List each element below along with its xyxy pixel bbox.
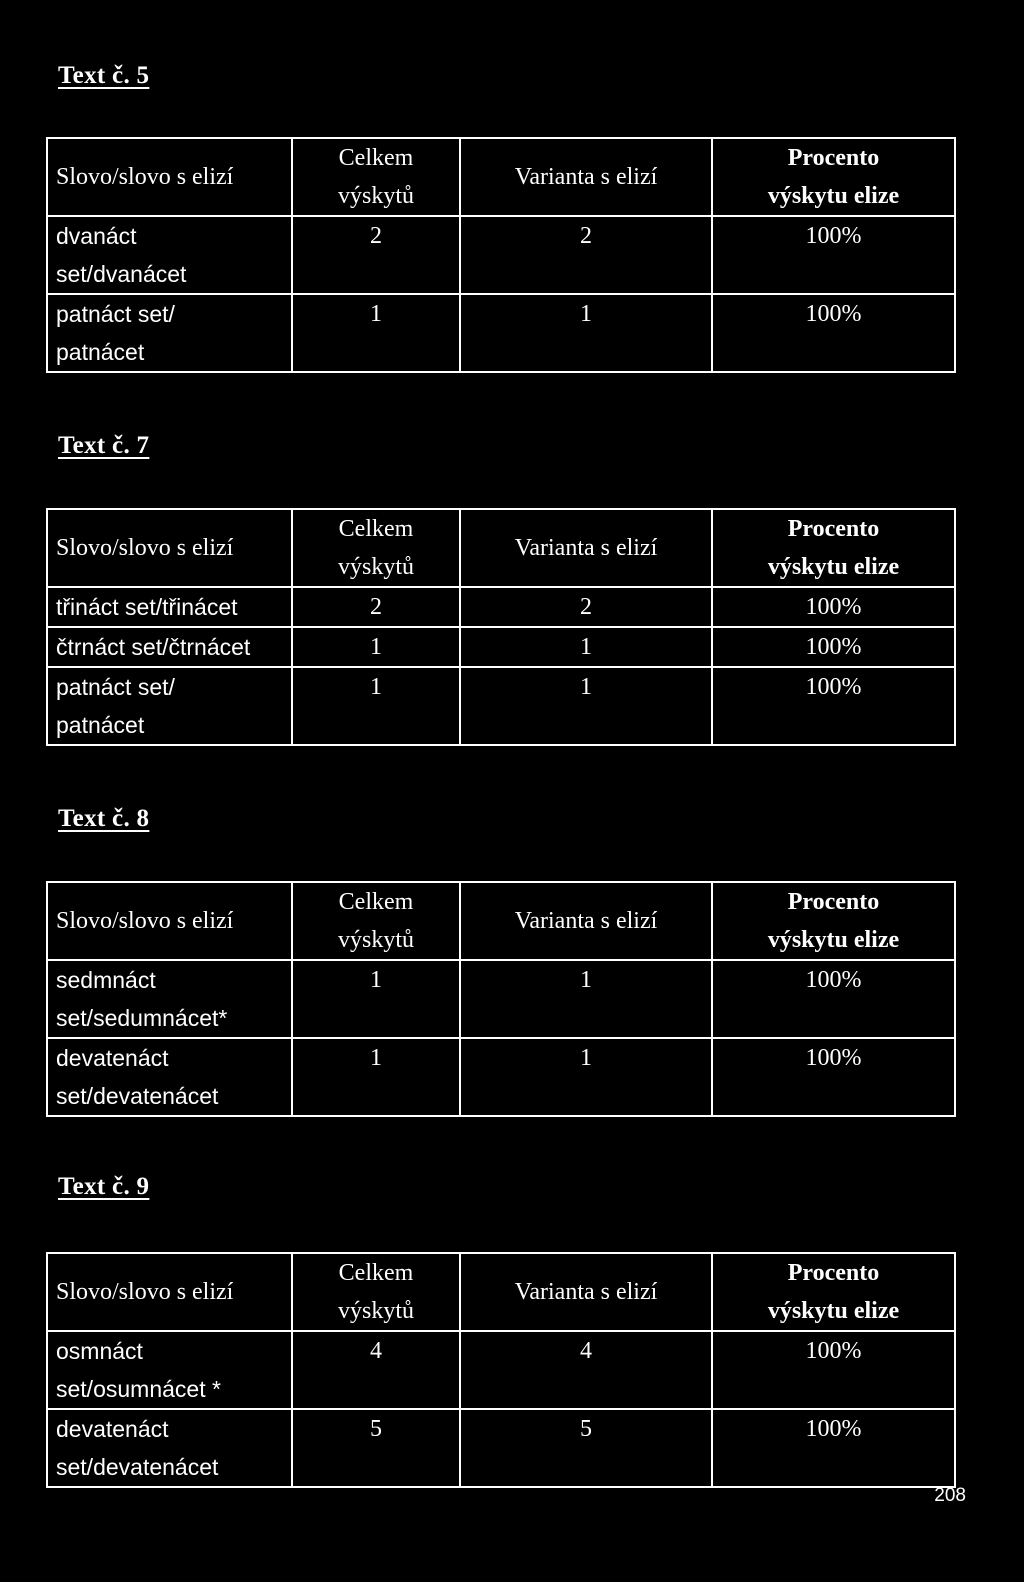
header-word: Slovo/slovo s elizí <box>47 509 292 587</box>
header-percent <box>712 509 955 587</box>
cell-total: 1 <box>292 667 460 745</box>
header-total-line-2: výskytů <box>337 927 414 953</box>
cell-total: 2 <box>292 587 460 627</box>
cell-percent: 100% <box>712 960 955 1038</box>
cell-total: 1 <box>292 1038 460 1116</box>
cell-percent: 100% <box>712 587 955 627</box>
header-total-line-1: Celkem <box>338 1260 414 1286</box>
cell-variant: 1 <box>460 1038 712 1116</box>
header-percent <box>712 1253 955 1331</box>
cell-variant: 4 <box>460 1331 712 1409</box>
cell-word <box>47 587 292 627</box>
cell-percent: 100% <box>712 1331 955 1409</box>
table-header-row <box>47 509 955 587</box>
section-title-text-7: Text č. 7 <box>58 432 150 459</box>
table-row <box>47 294 955 372</box>
cell-total: 1 <box>292 960 460 1038</box>
header-percent <box>712 882 955 960</box>
table-text-9 <box>46 1252 956 1488</box>
table-row <box>47 216 955 294</box>
header-variant: Varianta s elizí <box>460 1253 712 1331</box>
table-text-7 <box>46 508 956 746</box>
header-total <box>292 138 460 216</box>
word-line-1: patnáct set/ <box>56 301 175 327</box>
cell-total: 2 <box>292 216 460 294</box>
cell-word <box>47 627 292 667</box>
table-text-8 <box>46 881 956 1117</box>
header-total <box>292 882 460 960</box>
word-line-1: sedmnáct <box>56 967 156 993</box>
cell-total: 5 <box>292 1409 460 1487</box>
table-row <box>47 1409 955 1487</box>
header-total <box>292 509 460 587</box>
table-header-row <box>47 1253 955 1331</box>
header-percent-line-1: Procento <box>787 889 880 915</box>
header-percent-line-2: výskytu elize <box>767 927 900 953</box>
cell-word <box>47 960 292 1038</box>
cell-percent: 100% <box>712 627 955 667</box>
word-line-1: osmnáct <box>56 1338 143 1364</box>
header-total-line-2: výskytů <box>337 183 414 209</box>
table-row <box>47 1331 955 1409</box>
cell-total: 4 <box>292 1331 460 1409</box>
word-line-2: set/osumnácet * <box>56 1376 221 1402</box>
header-total-line-1: Celkem <box>338 889 414 915</box>
table-row <box>47 960 955 1038</box>
header-word: Slovo/slovo s elizí <box>47 138 292 216</box>
cell-word <box>47 667 292 745</box>
word-line-2: set/sedumnácet* <box>56 1005 228 1031</box>
cell-variant: 5 <box>460 1409 712 1487</box>
header-variant: Varianta s elizí <box>460 138 712 216</box>
cell-percent: 100% <box>712 1409 955 1487</box>
header-total-line-1: Celkem <box>338 145 414 171</box>
word-line-1: třináct set/třinácet <box>56 594 238 620</box>
cell-variant: 2 <box>460 587 712 627</box>
page-number: 208 <box>934 1485 966 1506</box>
cell-variant: 1 <box>460 960 712 1038</box>
cell-word <box>47 216 292 294</box>
header-total-line-2: výskytů <box>337 554 414 580</box>
word-line-1: devatenáct <box>56 1045 169 1071</box>
header-variant: Varianta s elizí <box>460 509 712 587</box>
cell-percent: 100% <box>712 1038 955 1116</box>
header-word: Slovo/slovo s elizí <box>47 882 292 960</box>
cell-variant: 1 <box>460 294 712 372</box>
table-row <box>47 627 955 667</box>
word-line-1: čtrnáct set/čtrnácet <box>56 634 251 660</box>
section-title-text-8: Text č. 8 <box>58 805 150 832</box>
table-header-row <box>47 882 955 960</box>
header-variant: Varianta s elizí <box>460 882 712 960</box>
header-total-line-1: Celkem <box>338 516 414 542</box>
table-row <box>47 1038 955 1116</box>
table-row <box>47 667 955 745</box>
cell-word <box>47 1331 292 1409</box>
cell-total: 1 <box>292 627 460 667</box>
header-percent <box>712 138 955 216</box>
table-text-5 <box>46 137 956 373</box>
cell-word <box>47 1038 292 1116</box>
section-title-text-9: Text č. 9 <box>58 1173 150 1200</box>
cell-word <box>47 294 292 372</box>
cell-variant: 1 <box>460 627 712 667</box>
section-title-text-5: Text č. 5 <box>58 62 150 89</box>
word-line-2: set/dvanácet <box>56 261 187 287</box>
header-percent-line-1: Procento <box>787 145 880 171</box>
cell-word <box>47 1409 292 1487</box>
word-line-2: set/devatenácet <box>56 1083 219 1109</box>
cell-percent: 100% <box>712 294 955 372</box>
header-total-line-2: výskytů <box>337 1298 414 1324</box>
header-percent-line-2: výskytu elize <box>767 554 900 580</box>
header-percent-line-2: výskytu elize <box>767 183 900 209</box>
header-word: Slovo/slovo s elizí <box>47 1253 292 1331</box>
header-total <box>292 1253 460 1331</box>
cell-percent: 100% <box>712 216 955 294</box>
cell-variant: 2 <box>460 216 712 294</box>
header-percent-line-1: Procento <box>787 1260 880 1286</box>
cell-variant: 1 <box>460 667 712 745</box>
table-header-row <box>47 138 955 216</box>
word-line-2: set/devatenácet <box>56 1454 219 1480</box>
cell-percent: 100% <box>712 667 955 745</box>
header-percent-line-1: Procento <box>787 516 880 542</box>
word-line-1: patnáct set/ <box>56 674 175 700</box>
cell-total: 1 <box>292 294 460 372</box>
word-line-1: dvanáct <box>56 223 137 249</box>
word-line-2: patnácet <box>56 339 145 365</box>
table-row <box>47 587 955 627</box>
word-line-2: patnácet <box>56 712 145 738</box>
header-percent-line-2: výskytu elize <box>767 1298 900 1324</box>
word-line-1: devatenáct <box>56 1416 169 1442</box>
